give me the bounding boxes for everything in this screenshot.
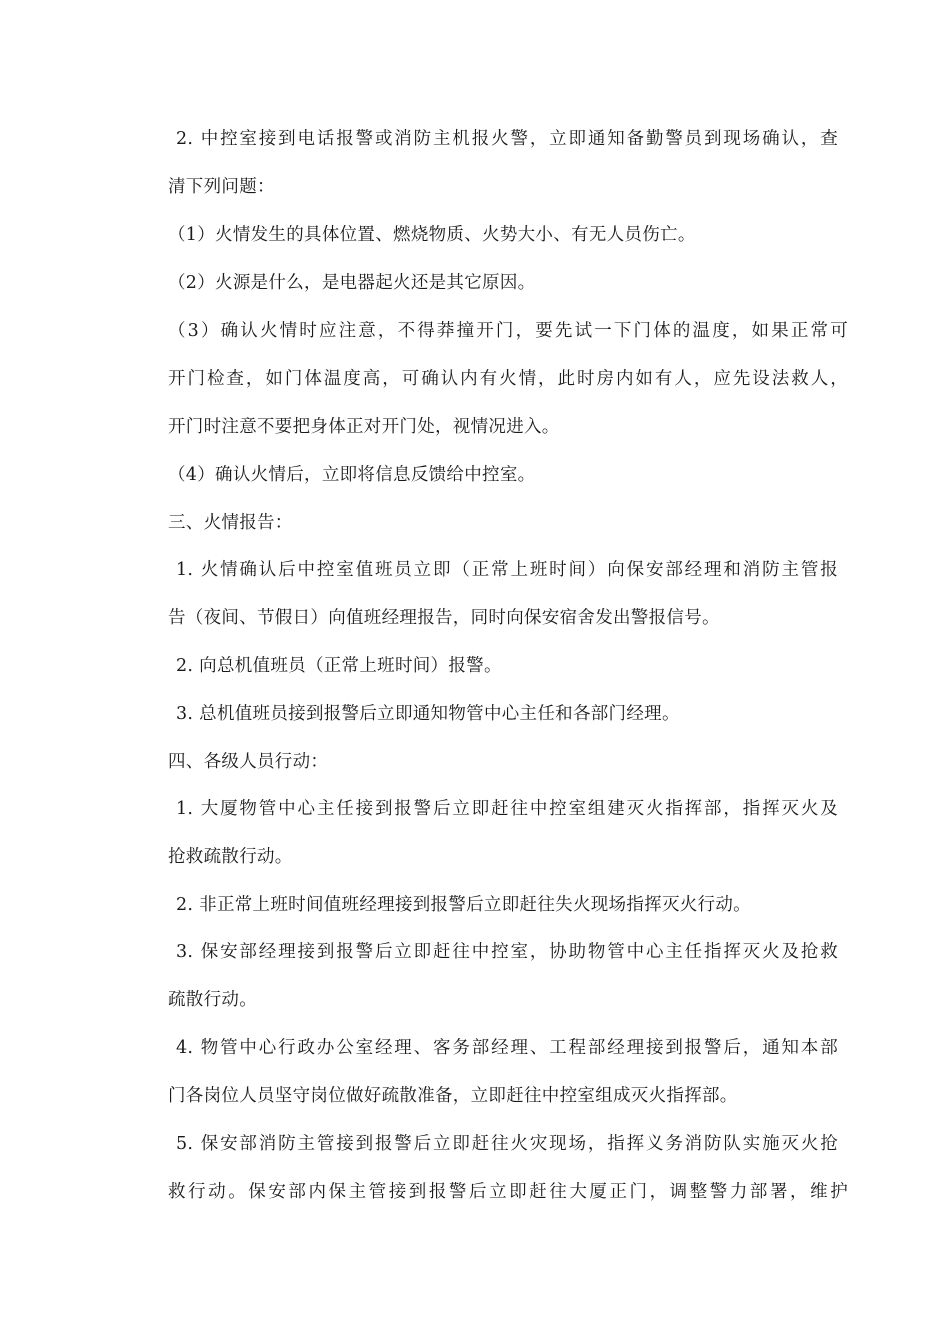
text-line: （3）确认火情时应注意，不得莽撞开门，要先试一下门体的温度，如果正常可	[168, 321, 848, 341]
text-line: 5. 保安部消防主管接到报警后立即赶往火灾现场，指挥义务消防队实施灭火抢	[176, 1134, 838, 1154]
text-line: （1）火情发生的具体位置、燃烧物质、火势大小、有无人员伤亡。	[168, 225, 696, 245]
text-line: 疏散行动。	[168, 990, 257, 1010]
text-line: 3. 总机值班员接到报警后立即通知物管中心主任和各部门经理。	[176, 704, 680, 724]
text-line: 3. 保安部经理接到报警后立即赶往中控室，协助物管中心主任指挥灭火及抢救	[176, 942, 838, 962]
text-line: 1. 大厦物管中心主任接到报警后立即赶往中控室组建灭火指挥部，指挥灭火及	[176, 799, 838, 819]
text-line: 2. 非正常上班时间值班经理接到报警后立即赶往失火现场指挥灭火行动。	[176, 895, 751, 915]
text-line: 4. 物管中心行政办公室经理、客务部经理、工程部经理接到报警后，通知本部	[176, 1038, 838, 1058]
text-line: 开门检查，如门体温度高，可确认内有火情，此时房内如有人，应先设法救人，	[168, 369, 848, 389]
text-line: 救行动。保安部内保主管接到报警后立即赶往大厦正门，调整警力部署，维护	[168, 1182, 848, 1202]
text-line: 2. 向总机值班员（正常上班时间）报警。	[176, 656, 502, 676]
text-line: 1. 火情确认后中控室值班员立即（正常上班时间）向保安部经理和消防主管报	[176, 560, 838, 580]
section-heading: 四、各级人员行动：	[168, 752, 329, 772]
text-line: 清下列问题：	[168, 177, 275, 197]
text-line: 告（夜间、节假日）向值班经理报告，同时向保安宿舍发出警报信号。	[168, 608, 720, 628]
text-line: 门各岗位人员坚守岗位做好疏散准备，立即赶往中控室组成灭火指挥部。	[168, 1086, 738, 1106]
section-heading: 三、火情报告：	[168, 513, 293, 533]
text-line: （2）火源是什么，是电器起火还是其它原因。	[168, 273, 536, 293]
text-line: 抢救疏散行动。	[168, 847, 293, 867]
text-line: 开门时注意不要把身体正对开门处，视情况进入。	[168, 417, 560, 437]
text-line: 2. 中控室接到电话报警或消防主机报火警，立即通知备勤警员到现场确认，查	[176, 129, 838, 149]
text-line: （4）确认火情后，立即将信息反馈给中控室。	[168, 465, 536, 485]
